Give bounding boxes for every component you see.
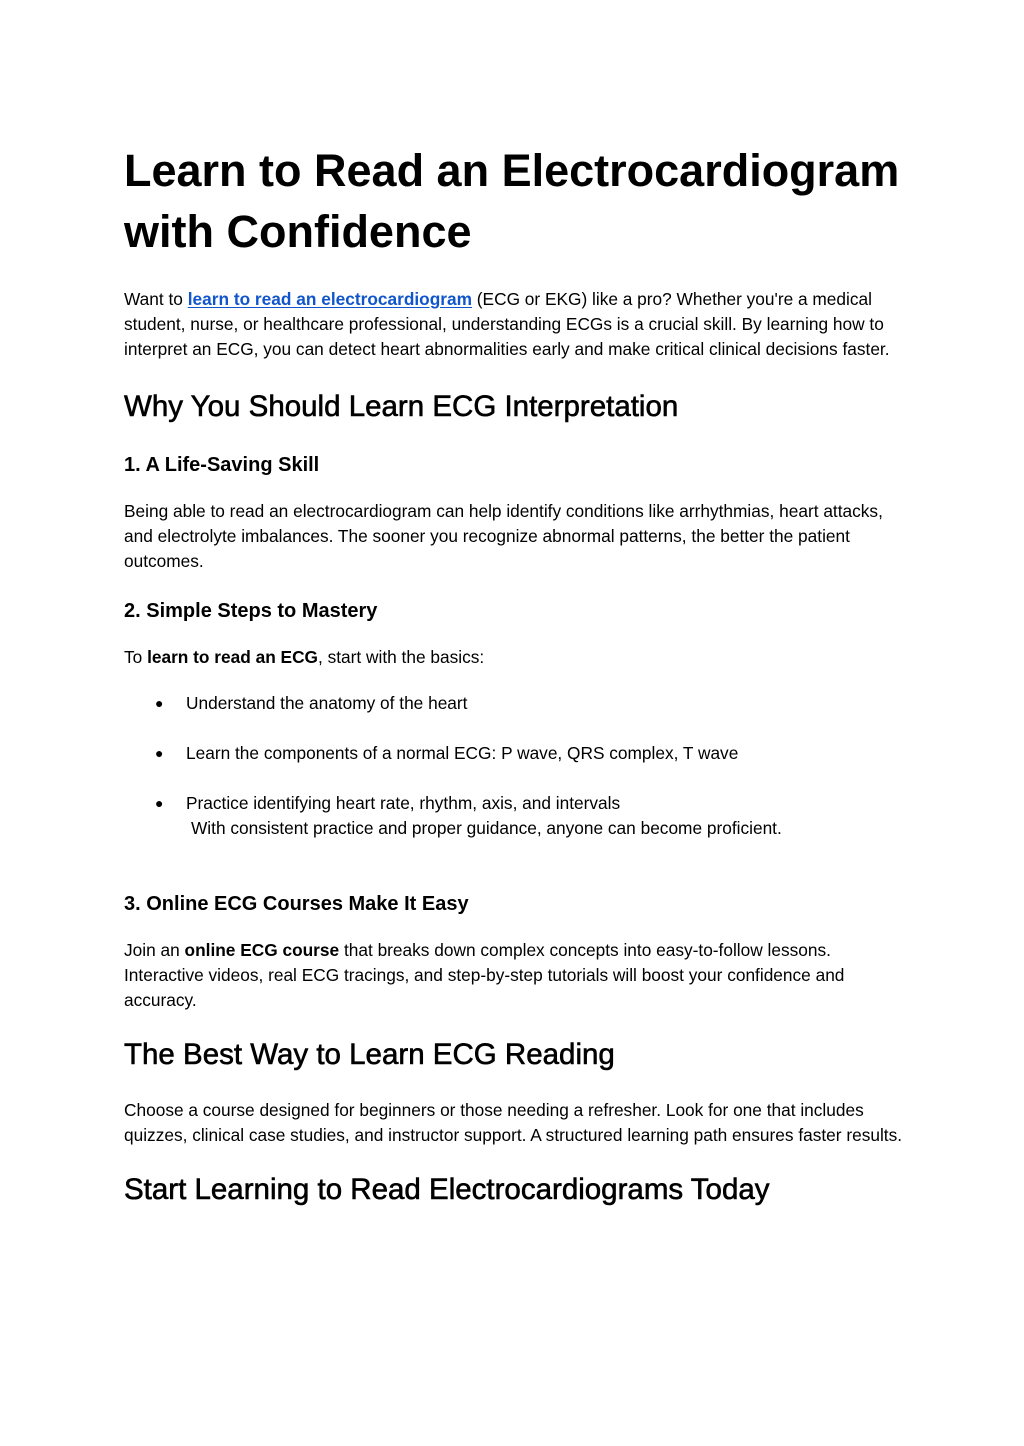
list-item-continuation: With consistent practice and proper guidance, anyone can become proficient. bbox=[191, 818, 782, 838]
intro-paragraph bbox=[124, 287, 914, 362]
heading-online-courses: 3. Online ECG Courses Make It Easy bbox=[124, 893, 469, 915]
list-item bbox=[124, 791, 914, 841]
online-courses-paragraph bbox=[124, 938, 914, 1013]
list-item-text: Learn the components of a normal ECG: P wave, QRS complex, T wave bbox=[186, 743, 739, 763]
heading-simple-steps: 2. Simple Steps to Mastery bbox=[124, 600, 378, 622]
bullet-dot-icon: ● bbox=[155, 695, 164, 711]
heading-start-learning: Start Learning to Read Electrocardiograms Today bbox=[124, 1173, 770, 1206]
lead-bold: learn to read an ECG bbox=[147, 647, 319, 667]
simple-steps-lead bbox=[124, 645, 914, 670]
online-suffix: that breaks down complex concepts into easy-to-follow lessons. Interactive videos, real ECG tracings, and step-by-step tutorials will boost your confidence and accuracy. bbox=[124, 940, 845, 1010]
bullet-dot-icon: ● bbox=[155, 745, 164, 761]
lead-prefix: To bbox=[124, 647, 148, 667]
page-title: Learn to Read an Electrocardiogram with Confidence bbox=[124, 145, 900, 257]
list-item-text: Understand the anatomy of the heart bbox=[186, 693, 468, 713]
list-item bbox=[124, 691, 914, 716]
best-way-paragraph: Choose a course designed for beginners or those needing a refresher. Look for one that includes quizzes, clinical case studies, and instructor support. A structured learning path ensures faster results. bbox=[124, 1100, 903, 1145]
bullet-dot-icon: ● bbox=[155, 795, 164, 811]
list-item-text: Practice identifying heart rate, rhythm, axis, and intervals bbox=[186, 793, 621, 813]
steps-list bbox=[124, 691, 914, 841]
intro-prefix: Want to bbox=[124, 289, 188, 309]
online-prefix: Join an bbox=[124, 940, 185, 960]
heading-life-saving-skill: 1. A Life-Saving Skill bbox=[124, 454, 320, 476]
online-bold: online ECG course bbox=[184, 940, 340, 960]
electrocardiogram-link[interactable]: learn to read an electrocardiogram bbox=[187, 289, 472, 309]
document-page bbox=[124, 140, 914, 1208]
list-item bbox=[124, 741, 914, 766]
heading-best-way: The Best Way to Learn ECG Reading bbox=[124, 1038, 615, 1071]
life-saving-paragraph: Being able to read an electrocardiogram can help identify conditions like arrhythmias, heart attacks, and electrolyte imbalances. The sooner you recognize abnormal patterns, the better the patient outcomes. bbox=[124, 501, 883, 571]
intro-suffix: (ECG or EKG) like a pro? Whether you're a medical student, nurse, or healthcare professional, understanding ECGs is a crucial skill. By learning how to interpret an ECG, you can detect heart abnormalities early and make critical clinical decisions faster. bbox=[124, 289, 890, 359]
heading-why-learn: Why You Should Learn ECG Interpretation bbox=[124, 390, 679, 423]
lead-suffix: , start with the basics: bbox=[318, 647, 485, 667]
